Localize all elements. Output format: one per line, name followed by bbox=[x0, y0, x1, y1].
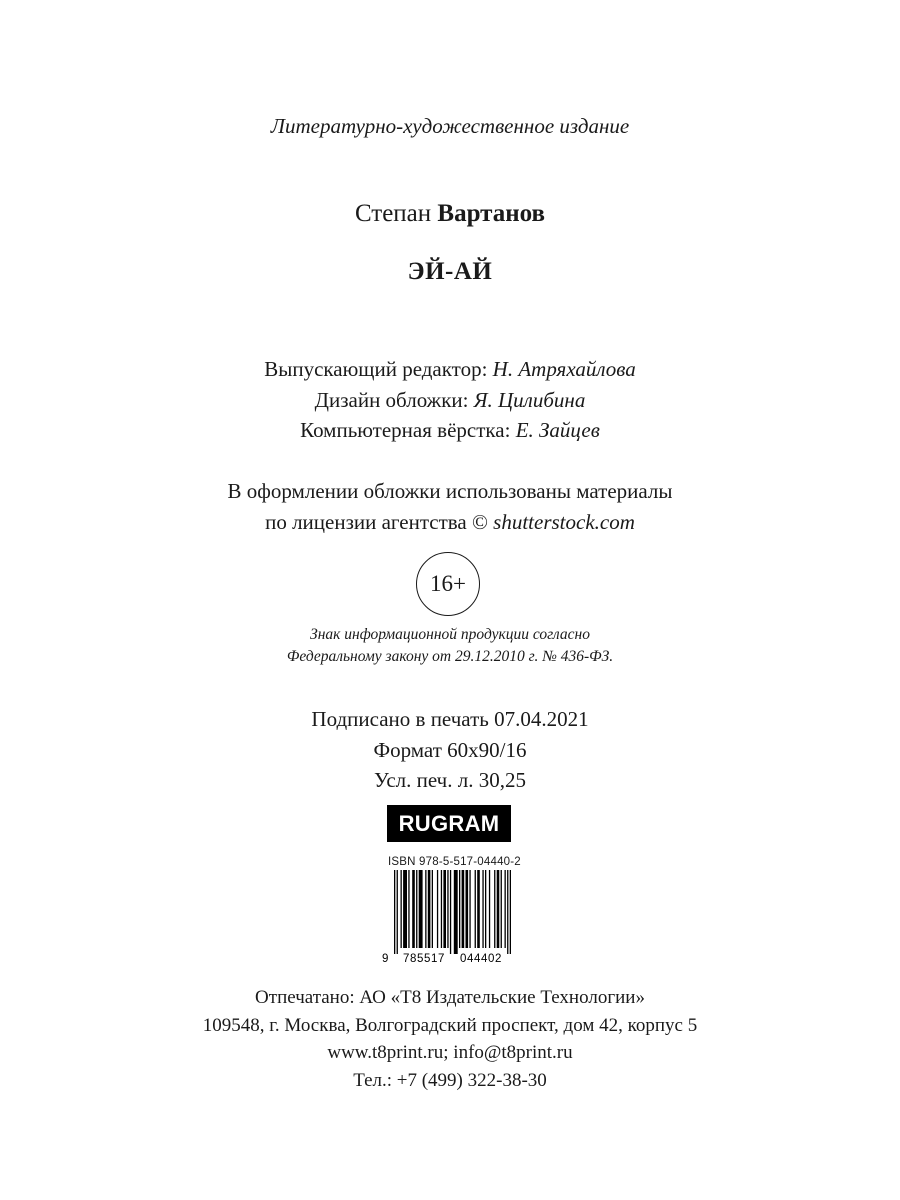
credits-block bbox=[0, 354, 900, 446]
barcode-bar bbox=[443, 870, 446, 948]
barcode-bar bbox=[437, 870, 438, 948]
credit-role: Дизайн обложки: bbox=[314, 387, 469, 412]
printer-address: 109548, г. Москва, Волгоградский проспект, дом 42, корпус 5 bbox=[202, 1014, 698, 1036]
barcode-bar bbox=[412, 870, 415, 948]
print-signed-date: Подписано в печать 07.04.2021 bbox=[311, 707, 589, 731]
barcode-bar bbox=[494, 870, 495, 948]
barcode-bars bbox=[394, 870, 511, 954]
barcode-group2: 044402 bbox=[460, 953, 502, 965]
cover-note-prefix: по лицензии агентства © bbox=[265, 509, 488, 534]
publisher-logo: RUGRAM bbox=[387, 805, 511, 842]
barcode-bar bbox=[489, 870, 490, 948]
credit-role: Компьютерная вёрстка: bbox=[300, 418, 511, 442]
print-sheets: Усл. печ. л. 30,25 bbox=[374, 768, 526, 792]
law-note bbox=[0, 624, 900, 668]
barcode-bar bbox=[419, 870, 423, 948]
stock-agency: shutterstock.com bbox=[493, 509, 635, 534]
barcode-bar bbox=[482, 870, 483, 948]
author-last-name: Вартанов bbox=[437, 200, 546, 227]
barcode-bar bbox=[459, 870, 460, 948]
age-rating-badge: 16+ bbox=[416, 552, 480, 616]
barcode-bar bbox=[450, 870, 451, 954]
isbn-barcode bbox=[380, 870, 520, 966]
barcode-bar bbox=[485, 870, 486, 948]
barcode-bar bbox=[454, 870, 458, 954]
credit-person: Н. Атряхайлова bbox=[492, 357, 636, 381]
barcode-bar bbox=[408, 870, 409, 948]
isbn-label: ISBN 978-5-517-04440-2 bbox=[388, 856, 521, 868]
credit-layout bbox=[0, 415, 900, 446]
printer-web: www.t8print.ru; info@t8print.ru bbox=[327, 1042, 573, 1063]
barcode-bar bbox=[425, 870, 426, 948]
credit-role: Выпускающий редактор: bbox=[264, 357, 488, 381]
barcode-bar bbox=[475, 870, 476, 948]
barcode-bar bbox=[507, 870, 508, 954]
printer-info bbox=[0, 984, 900, 1094]
barcode-group1: 785517 bbox=[403, 953, 445, 965]
printer-phone: Тел.: +7 (499) 322-38-30 bbox=[353, 1069, 547, 1091]
barcode-bar bbox=[428, 870, 431, 948]
barcode-bar bbox=[394, 870, 395, 954]
barcode-bar bbox=[432, 870, 433, 948]
print-info bbox=[0, 704, 900, 796]
barcode-bar bbox=[469, 870, 470, 948]
barcode-bar bbox=[501, 870, 502, 948]
cover-note-line2 bbox=[0, 507, 900, 538]
printer-name: Отпечатано: АО «Т8 Издательские Технологии» bbox=[255, 987, 645, 1008]
cover-materials-note bbox=[0, 476, 900, 537]
book-title: ЭЙ-АЙ bbox=[407, 258, 493, 285]
barcode-bar bbox=[403, 870, 407, 948]
barcode-first-digit: 9 bbox=[382, 953, 389, 965]
cover-note-line1: В оформлении обложки использованы материалы bbox=[227, 479, 673, 503]
credit-person: Я. Цилибина bbox=[473, 387, 586, 412]
barcode-bar bbox=[401, 870, 402, 948]
law-note-line1: Знак информационной продукции согласно bbox=[310, 626, 590, 643]
barcode-bar bbox=[466, 870, 469, 948]
barcode-bar bbox=[462, 870, 465, 948]
barcode-bar bbox=[441, 870, 442, 948]
barcode-bar bbox=[505, 870, 506, 948]
barcode-bar bbox=[497, 870, 500, 948]
genre-label: Литературно-художественное издание bbox=[270, 114, 630, 138]
barcode-bar bbox=[447, 870, 448, 948]
author-first-name: Степан bbox=[354, 200, 432, 227]
credit-person: Е. Зайцев bbox=[515, 418, 600, 442]
author-name bbox=[0, 200, 900, 228]
credit-cover-design bbox=[0, 385, 900, 416]
credit-editor bbox=[0, 354, 900, 385]
barcode-bar bbox=[510, 870, 511, 954]
law-note-line2: Федеральному закону от 29.12.2010 г. № 436-ФЗ. bbox=[286, 648, 614, 665]
barcode-bar bbox=[397, 870, 398, 954]
print-format: Формат 60х90/16 bbox=[373, 737, 527, 762]
barcode-bar bbox=[416, 870, 417, 948]
barcode-bar bbox=[477, 870, 480, 948]
